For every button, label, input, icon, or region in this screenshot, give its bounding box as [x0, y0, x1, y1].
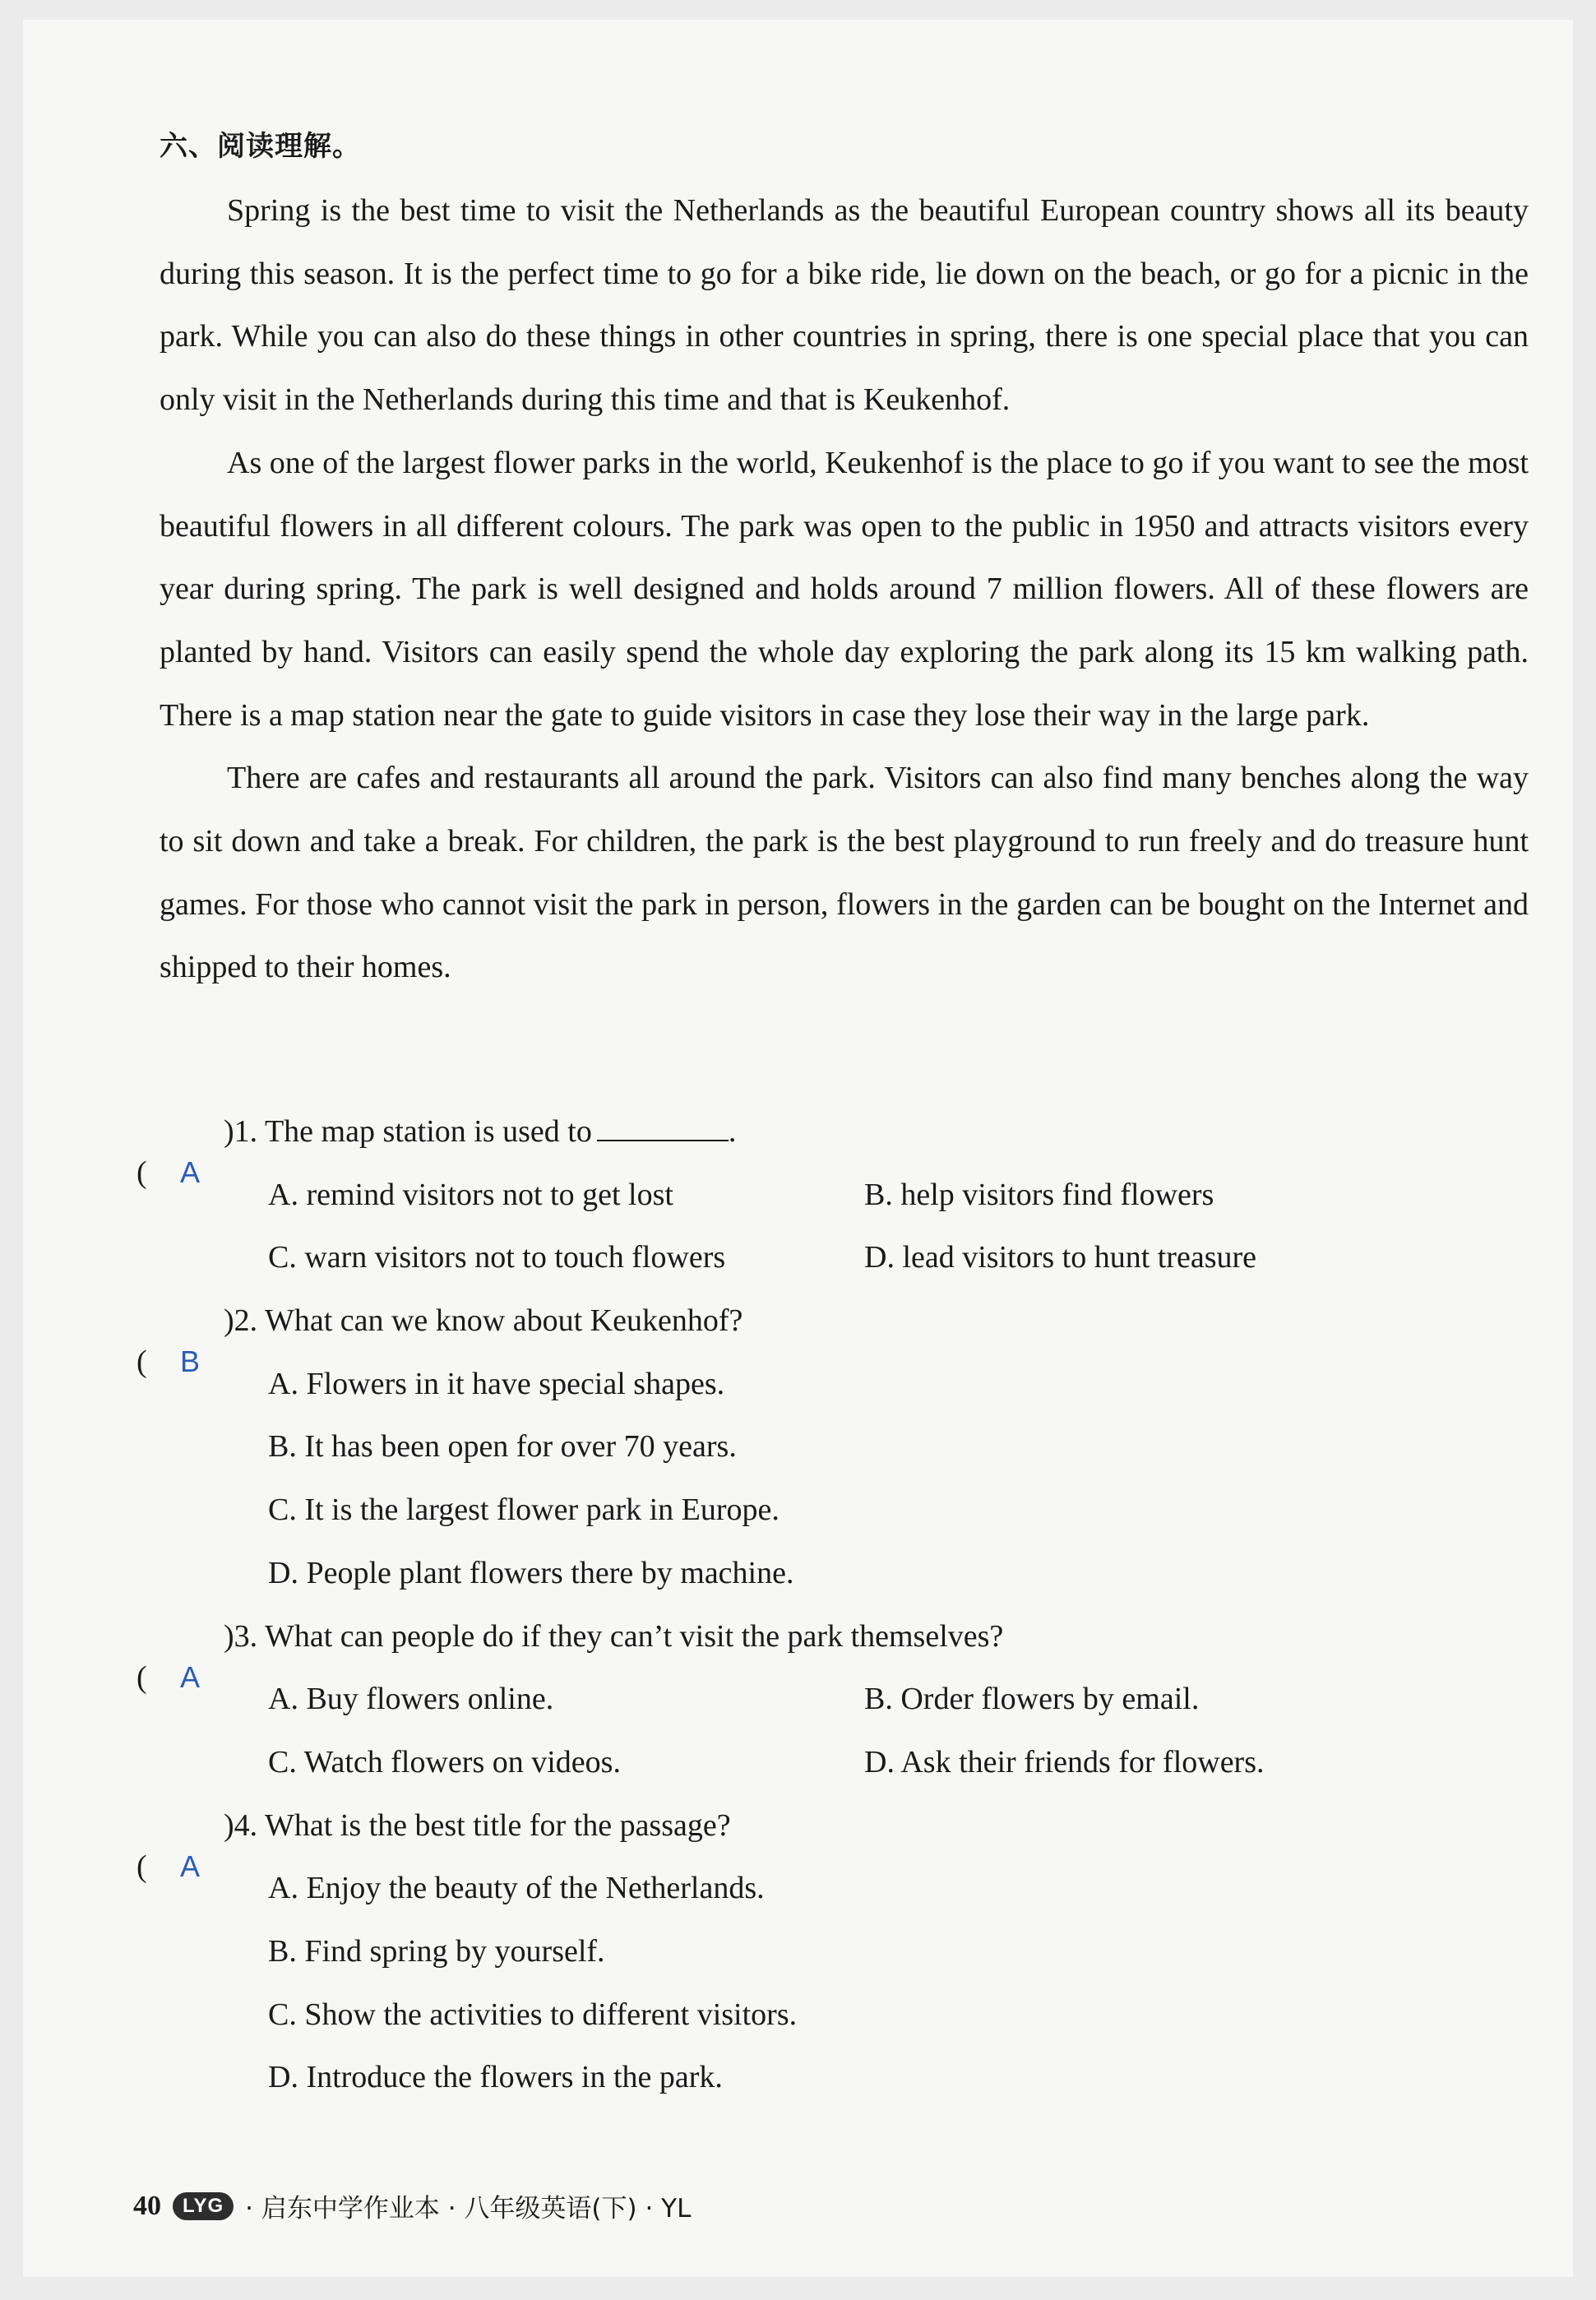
- option-b: B. Find spring by yourself.: [268, 1933, 605, 1969]
- question-stem: )3. What can people do if they can’t visit the park themselves?: [224, 1618, 1004, 1654]
- option-c: C. Show the activities to different visitors.: [268, 1997, 798, 2032]
- question-1: ( A )1. The map station is used to .: [136, 1100, 1518, 1164]
- option-row: [136, 1226, 1518, 1289]
- option-row: [136, 1164, 1518, 1227]
- option-b: B. Order flowers by email.: [864, 1682, 1200, 1717]
- option-d: D. Ask their friends for flowers.: [864, 1744, 1265, 1779]
- answer-choice: A: [179, 1849, 200, 1883]
- option-c: C. It is the largest flower park in Europe.: [268, 1492, 779, 1528]
- option-row: [136, 2046, 1518, 2109]
- option-d: D. People plant flowers there by machine.: [268, 1555, 794, 1590]
- option-a: A. remind visitors not to get lost: [268, 1177, 673, 1212]
- option-row: [136, 1542, 1518, 1605]
- option-row: [136, 1479, 1518, 1542]
- option-a: A. Buy flowers online.: [268, 1682, 554, 1717]
- option-row: [136, 1353, 1518, 1416]
- section-title: 六、阅读理解。: [160, 130, 361, 163]
- option-b: B. help visitors find flowers: [864, 1177, 1214, 1212]
- option-c: C. Watch flowers on videos.: [268, 1744, 621, 1779]
- page-footer: [133, 2187, 691, 2224]
- page-number: 40: [133, 2190, 161, 2221]
- question-stem: )1. The map station is used to .: [224, 1114, 737, 1149]
- option-d: D. lead visitors to hunt treasure: [864, 1240, 1257, 1275]
- passage-paragraph-2: As one of the largest flower parks in the world, Keukenhof is the place to go if you want to see the most beautiful flowers in all different colours. The park was open to the public in 1950 and attracts visitors every year during spring. The park is well designed and holds around 7 million flowers. All of these flowers are planted by hand. Visitors can easily spend the whole day exploring the park along its 15 km walking path. There is a map station near the gate to guide visitors in case they lose their way in the large park.: [160, 445, 1529, 733]
- question-3: ( A )3. What can people do if they can’t visit the park themselves?: [136, 1605, 1518, 1668]
- option-a: A. Flowers in it have special shapes.: [268, 1366, 725, 1401]
- book-title: · 启东中学作业本 · 八年级英语(下) · YL: [245, 2194, 692, 2224]
- question-4: ( A )4. What is the best title for the passage?: [136, 1794, 1518, 1858]
- answer-choice: A: [179, 1155, 200, 1189]
- option-row: [136, 1731, 1518, 1794]
- option-row: [136, 1415, 1518, 1479]
- option-row: [136, 1857, 1518, 1920]
- publisher-logo: LYG: [173, 2192, 234, 2220]
- question-stem: )4. What is the best title for the passage?: [224, 1807, 731, 1843]
- question-list: [136, 1100, 1518, 2109]
- answer-choice: A: [179, 1659, 200, 1694]
- option-row: [136, 1983, 1518, 2047]
- reading-passage: [160, 179, 1529, 999]
- option-c: C. warn visitors not to touch flowers: [268, 1240, 726, 1275]
- option-row: [136, 1668, 1518, 1731]
- question-2: ( B )2. What can we know about Keukenhof?: [136, 1289, 1518, 1353]
- option-row: [136, 1920, 1518, 1983]
- passage-paragraph-3: There are cafes and restaurants all around the park. Visitors can also find many benches along the way to sit down and take a break. For children, the park is the best playground to run freely and do treasure hunt games. For those who cannot visit the park in person, flowers in the garden can be bought on the Internet and shipped to their homes.: [160, 761, 1529, 985]
- option-b: B. It has been open for over 70 years.: [268, 1429, 737, 1465]
- passage-paragraph-1: Spring is the best time to visit the Netherlands as the beautiful European country shows all its beauty during this season. It is the perfect time to go for a bike ride, lie down on the beach, or go for a picnic in the park. While you can also do these things in other countries in spring, there is one special place that you can only visit in the Netherlands during this time and that is Keukenhof.: [160, 193, 1529, 418]
- answer-blank: [597, 1115, 729, 1141]
- answer-choice: B: [179, 1344, 200, 1379]
- question-stem: )2. What can we know about Keukenhof?: [224, 1303, 743, 1339]
- option-a: A. Enjoy the beauty of the Netherlands.: [268, 1871, 765, 1906]
- option-d: D. Introduce the flowers in the park.: [268, 2060, 723, 2095]
